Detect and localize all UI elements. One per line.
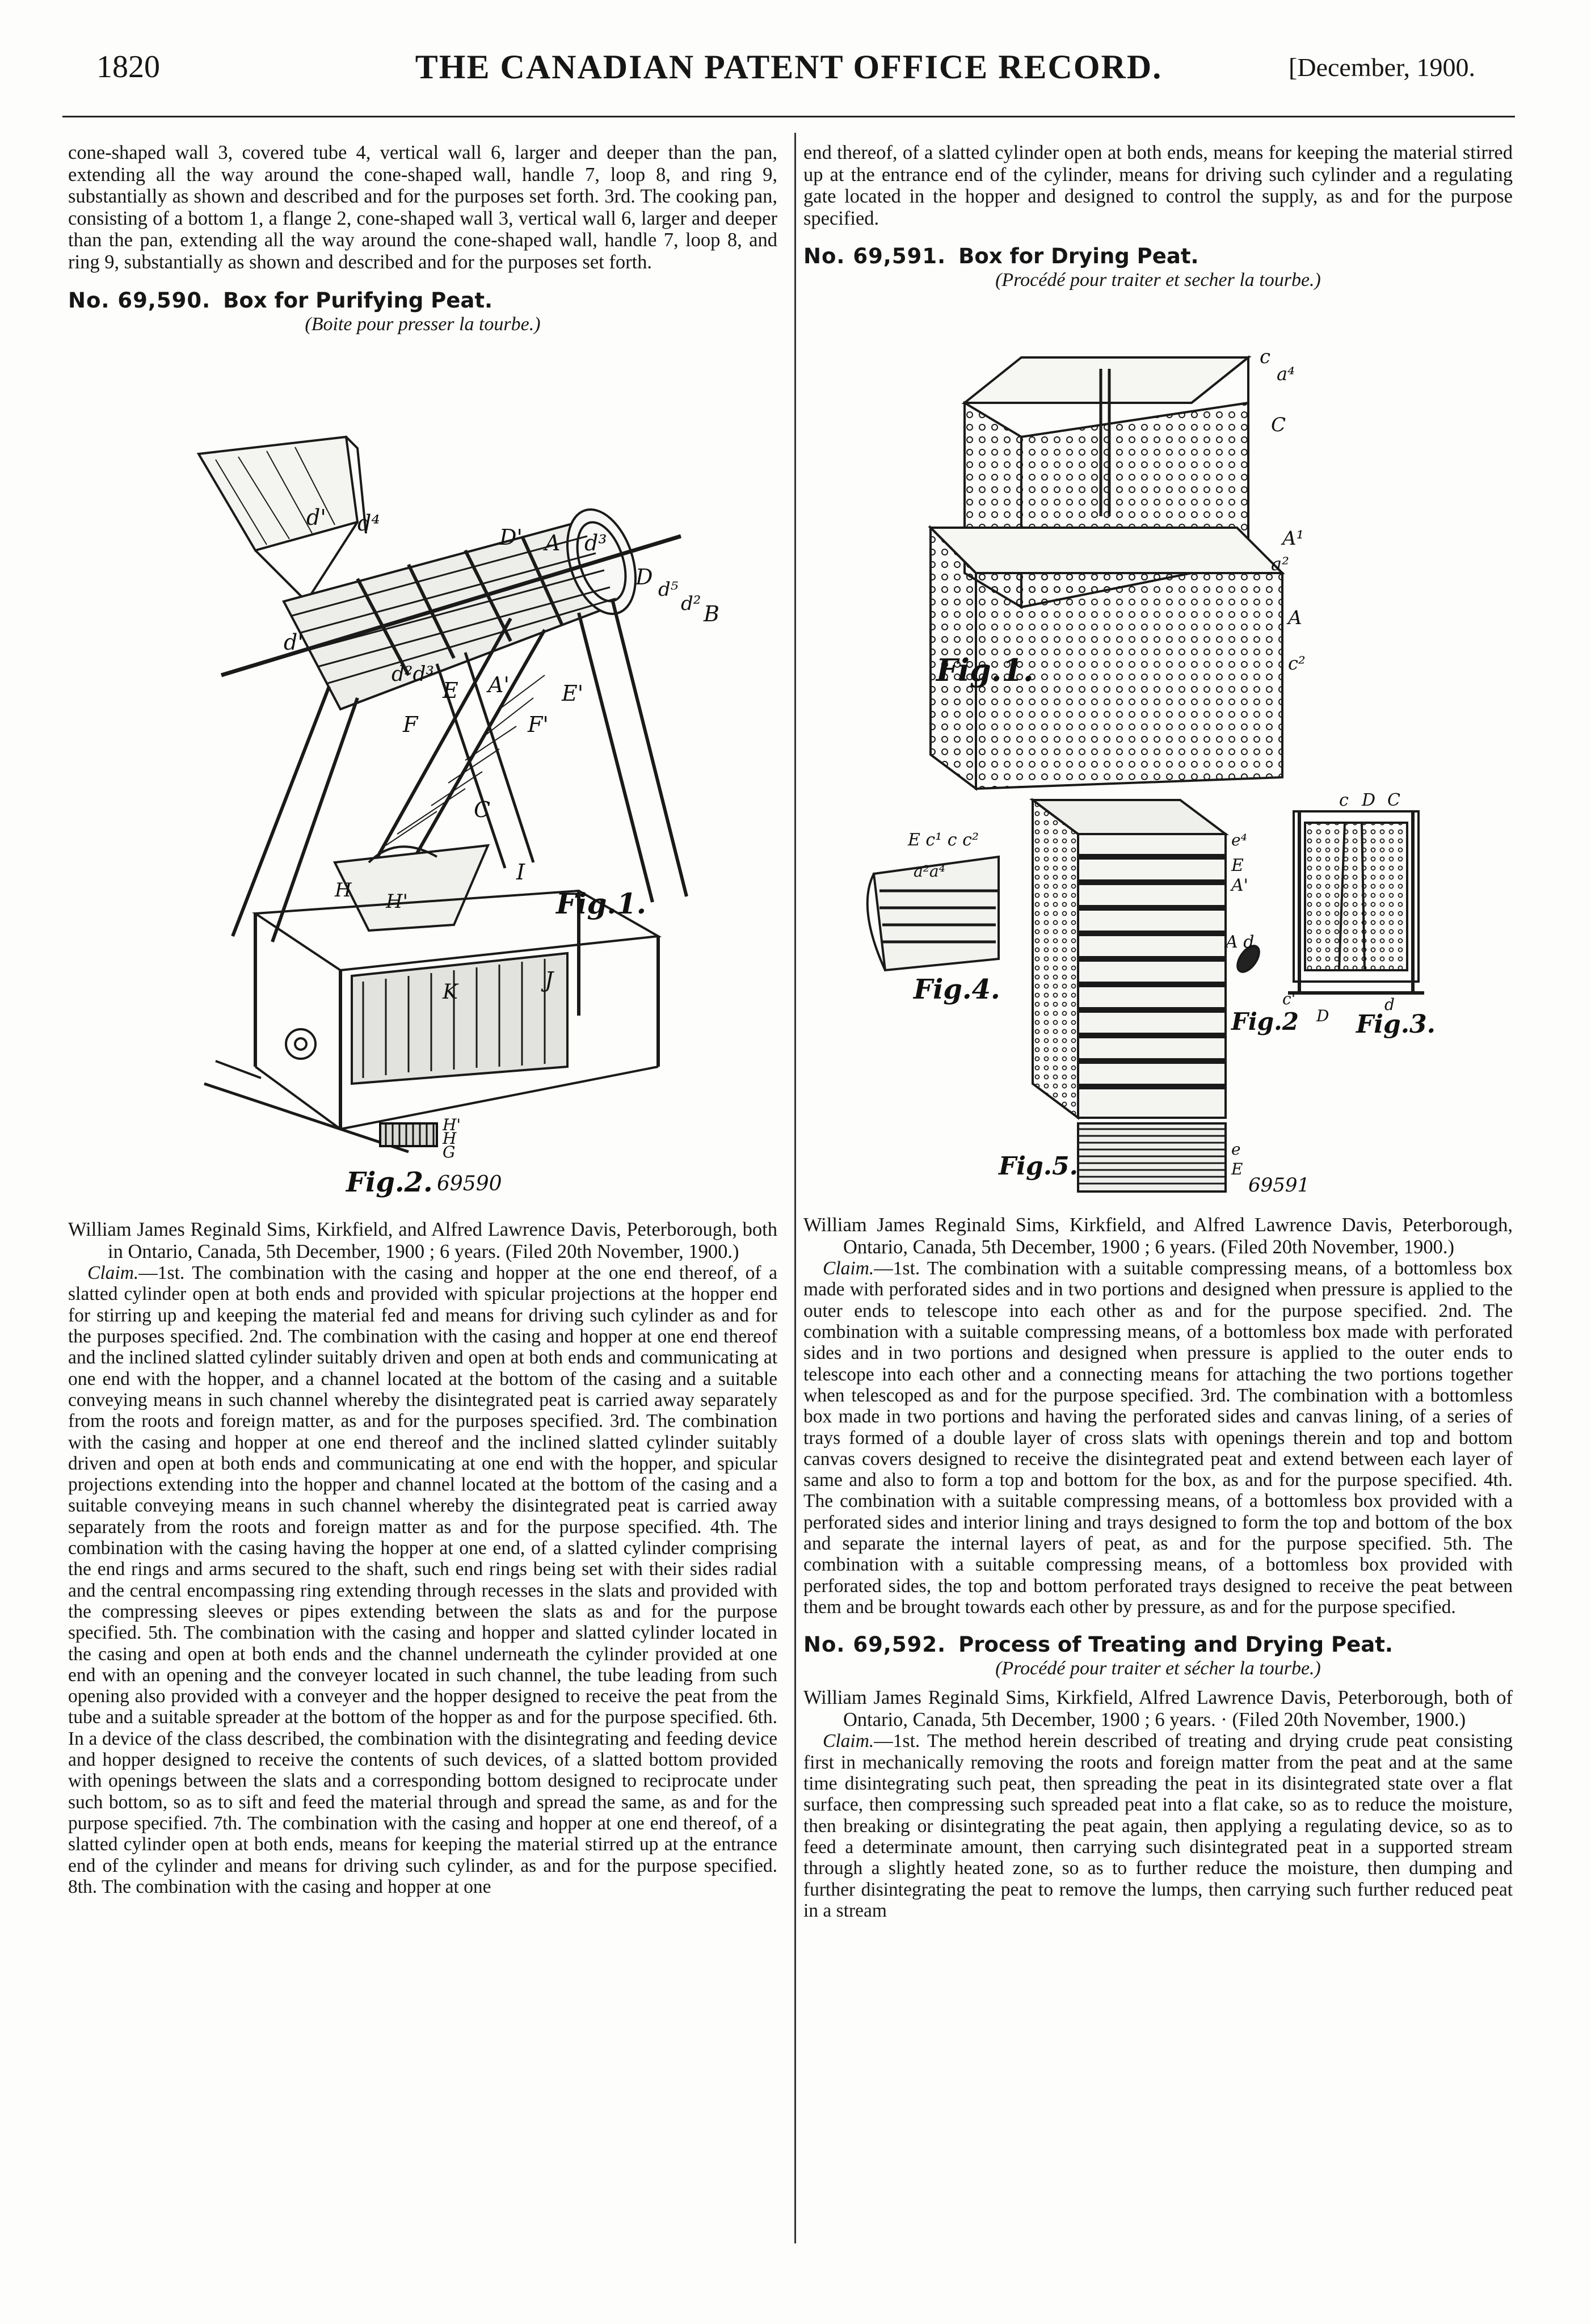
fig2-label-H: H [443, 1129, 457, 1148]
label-d3: d³ [584, 531, 607, 555]
label-E: E [443, 678, 458, 703]
claims-69590 [68, 1262, 777, 1897]
label-d: d [1384, 995, 1395, 1014]
label-a2: a² [1271, 553, 1289, 575]
label-C: C [1271, 414, 1286, 436]
label-a2a4: a²a⁴ [914, 862, 945, 881]
patent-heading-69591 [803, 244, 1513, 269]
issue-date: [December, 1900. [1289, 53, 1475, 82]
label-c1: c' [1282, 990, 1296, 1008]
label-H-prime: H' [386, 890, 408, 913]
claims-69592 [803, 1731, 1513, 1921]
label-dd3: d²d³ [392, 663, 434, 686]
label-C-right: C [1387, 790, 1400, 810]
label-D-low: D [1316, 1007, 1329, 1025]
label-e-low: e [1231, 1140, 1241, 1159]
label-A: A [1288, 607, 1302, 629]
claim-label: Claim. [823, 1731, 874, 1752]
right-column-top [803, 142, 1513, 292]
handwritten-patent-number: 69591 [1248, 1174, 1310, 1197]
inventors-69592: William James Reginald Sims, Kirkfield, Alfred Lawrence Davis, Peterborough, both of Ontario, Canada, 5th December, 1900 ; 6 years. · (Filed 20th November, 1900.) [803, 1687, 1513, 1731]
label-H: H [335, 879, 352, 902]
label-fig1: Fig.1. [556, 887, 647, 920]
label-K: K [443, 980, 458, 1004]
figure-peat-purifier [170, 414, 738, 1209]
patent-number: No. 69,590. [68, 288, 211, 313]
claims-69591 [803, 1258, 1513, 1618]
label-d4: d⁴ [357, 511, 380, 536]
patent-number: No. 69,592. [803, 1632, 946, 1657]
label-d-prime: d' [306, 505, 326, 530]
label-d-prime-low: d' [284, 630, 304, 655]
handwritten-patent-number: 69590 [437, 1172, 502, 1195]
left-column-claims [68, 1219, 777, 1897]
inventors-69590: William James Reginald Sims, Kirkfield, and Alfred Lawrence Davis, Peterborough, both in Ontario, Canada, 5th December, 1900 ; 6 years. (Filed 20th November, 1900.) [68, 1219, 777, 1262]
left-column-top [68, 142, 777, 336]
figure-labels-69590 [170, 414, 738, 1209]
label-fig3: Fig.3. [1356, 1010, 1436, 1039]
label-A-prime: A' [1231, 875, 1248, 895]
label-e4: e⁴ [1231, 831, 1247, 849]
patent-title: Box for Drying Peat. [958, 244, 1199, 269]
continued-claims-text: end thereof, of a slatted cylinder open at both ends, means for keeping the material stirred up at the entrance end of the cylinder, means for driving such cylinder and a regulating gate located in the hopper and designed to control the supply, as and for the purpose specified. [803, 142, 1513, 229]
figure-fig2-grate [323, 1118, 664, 1209]
label-fig4: Fig.4. [914, 974, 1000, 1005]
claims-text: —1st. The combination with the casing and hopper at the one end thereof, of a slatted cylinder open at both ends and provided with spicular projections at the hopper end for stirring up and keeping the material fed and means for driving such cylinder as and for the purposes specified. 2nd. The combination with the casing and hopper at one end thereof and the inclined slatted cylinder suitably driven and open at both ends and communicating at one end with the hopper, and a channel located at the bottom of the casing and a suitable conveying means in such channel whereby the disintegrated peat is carried away separately from the roots and foreign matter, as and for the purposes specified. 3rd. The combination with the casing and hopper at one end thereof and the inclined slatted cylinder suitably driven and open at both ends and communicating at one end with the hopper, and spicular projections extending into the hopper and channel located at the bottom of the casing and a suitable conveying means in such channel whereby the disintegrated peat is carried away separately from the roots and foreign matter as and for the purpose specified. 4th. The combination with the casing having the hopper at one end, of a slatted cylinder comprising the end rings and arms secured to the shaft, such end rings being set with their sides radial and the central encompassing ring extending through recesses in the slats and provided with the compressing sleeves or pipes extending between the slats as and for the purpose specified. 5th. The combination with the casing and hopper and slatted cylinder located in the casing and open at both ends and the channel underneath the cylinder provided at one end with an opening and the conveyer located in such channel, the tube leading from such opening also provided with a conveyer and the hopper designed to receive the peat from the tube and a suitable spreader at the bottom of the hopper as and for the purpose specified. 6th. In a device of the class described, the combination with the disintegrating and feeding device and hopper designed to receive the contents of such devices, of a slatted bottom provided with openings between the slats and a corresponding bottom designed to reciprocate under such bottom, so as to sift and feed the material through and spread the same, as and for the purpose specified. 7th. The combination with the casing and hopper at one end thereof, of a slatted cylinder open at both ends, means for keeping the material stirred up at the entrance end of the cylinder and means for driving such cylinder, as and for the purpose specified. 8th. The combination with the casing and hopper at one [68, 1262, 777, 1897]
label-E-prime: E' [562, 681, 584, 706]
label-D: D [1362, 790, 1376, 810]
patent-title: Process of Treating and Drying Peat. [958, 1632, 1393, 1657]
inventors-69591: William James Reginald Sims, Kirkfield, and Alfred Lawrence Davis, Peterborough, Ontario, Canada, 5th December, 1900 ; 6 years. (Filed 20th November, 1900.) [803, 1214, 1513, 1258]
label-E-low: E [1231, 1160, 1243, 1178]
label-fig1: Fig.1. [936, 652, 1034, 688]
claim-label: Claim. [823, 1258, 874, 1279]
label-A-d: A d [1226, 932, 1255, 952]
label-E-c: E c¹ c c² [908, 830, 979, 850]
patent-title: Box for Purifying Peat. [223, 288, 493, 313]
patent-subtitle: (Procédé pour traiter et sécher la tourbe.) [995, 1658, 1321, 1679]
label-A: A [545, 531, 561, 555]
label-A1: A¹ [1282, 527, 1304, 550]
patent-subtitle: (Procédé pour traiter et secher la tourbe.) [995, 270, 1321, 291]
label-F-prime: F' [528, 712, 549, 737]
column-divider [794, 133, 796, 2243]
fig2-label-G: G [443, 1143, 456, 1161]
label-d5: d⁵ [658, 578, 679, 601]
page-number: 1820 [96, 49, 160, 85]
label-A-prime: A' [488, 672, 510, 697]
claims-text: —1st. The method herein described of treating and drying crude peat consisting first in mechanically removing the roots and foreign matter from the peat and at the same time disintegrating such peat, then spreading the peat in its disintegrated state over a flat surface, then compressing such spreaded peat into a flat cake, so as to reduce the moisture, then breaking or disintegrating the peat again, then applying a regulating device, so as to feed a determinate amount, then carrying such disintegrated peat in a supported stream through a slightly heated zone, so as to further reduce the moisture, then dumping and further disintegrating the peat to remove the lumps, then carrying such further reduced peat in a stream [803, 1731, 1513, 1921]
claim-label: Claim. [87, 1262, 139, 1284]
label-J: J [545, 967, 554, 992]
label-a4: a⁴ [1277, 363, 1295, 385]
figure-labels-69591 [851, 346, 1498, 1197]
claims-text: —1st. The combination with a suitable compressing means, of a bottomless box made with perforated sides and in two portions and designed when pressure is applied to the outer ends to telescope into each other as and for the purpose specified. 2nd. The combination with a suitable compressing means, of a bottomless box made with perforated sides and in two portions and designed when pressure is applied to the outer ends to telescope into each other and a connecting means for attaching the two portions together when telescoped as and for the purpose specified. 3rd. The combination with a bottomless box made in two portions and having the perforated sides and canvas lining, of a series of trays formed of a double layer of cross slats with openings therein and top and bottom canvas covers designed to receive the disintegrated peat and extend between each layer of same and also to form a top and bottom for the box, as and for the purpose specified. 4th. The combination with a suitable compressing means, of a bottomless box provided with a perforated sides and interior lining and trays designed to form the top and bottom of the box and separate the internal layers of peat, as and for the purpose specified. 5th. The combination with a suitable compressing means, of a bottomless box provided with perforated sides, the top and bottom perforated trays designed to receive the peat between them and be brought towards each other by pressure, as and for the purpose specified. [803, 1258, 1513, 1618]
page-header [62, 44, 1515, 90]
label-c-top: c [1260, 346, 1271, 368]
patent-number: No. 69,591. [803, 244, 946, 269]
label-fig2: Fig.2 [1231, 1008, 1299, 1035]
label-d2: d² [681, 592, 701, 615]
patent-heading-69592 [803, 1632, 1513, 1657]
label-C: C [474, 797, 491, 822]
patent-heading-69590 [68, 288, 777, 313]
label-B: B [704, 601, 719, 626]
label-D-prime: D' [499, 525, 523, 550]
label-F: F [403, 712, 418, 737]
label-c2: c² [1288, 652, 1306, 674]
fig2-label-H-prime: H' [443, 1118, 461, 1134]
patent-subtitle: (Boite pour presser la tourbe.) [305, 313, 541, 335]
header-rule [62, 116, 1515, 117]
label-E: E [1231, 856, 1244, 875]
label-fig2: Fig.2. [346, 1167, 433, 1198]
journal-title: THE CANADIAN PATENT OFFICE RECORD. [415, 48, 1163, 86]
figure-drying-box [851, 346, 1498, 1197]
label-c-top2: c [1339, 790, 1349, 810]
continued-claims-text: cone-shaped wall 3, covered tube 4, vertical wall 6, larger and deeper than the pan, extending all the way around the cone-shaped wall, handle 7, loop 8, and ring 9, substantially as shown and described and for the purposes set forth. 3rd. The cooking pan, consisting of a bottom 1, a flange 2, cone-shaped wall 3, vertical wall 6, larger and deeper than the pan, extending all the way around the cone-shaped wall, handle 7, loop 8, and ring 9, substantially as shown and described and for the purposes set forth. [68, 142, 777, 273]
label-I: I [516, 860, 525, 885]
right-column-claims [803, 1214, 1513, 1921]
label-D: D [635, 565, 653, 590]
fig2-grate-drawing [323, 1118, 664, 1209]
label-fig5: Fig.5. [999, 1152, 1078, 1181]
